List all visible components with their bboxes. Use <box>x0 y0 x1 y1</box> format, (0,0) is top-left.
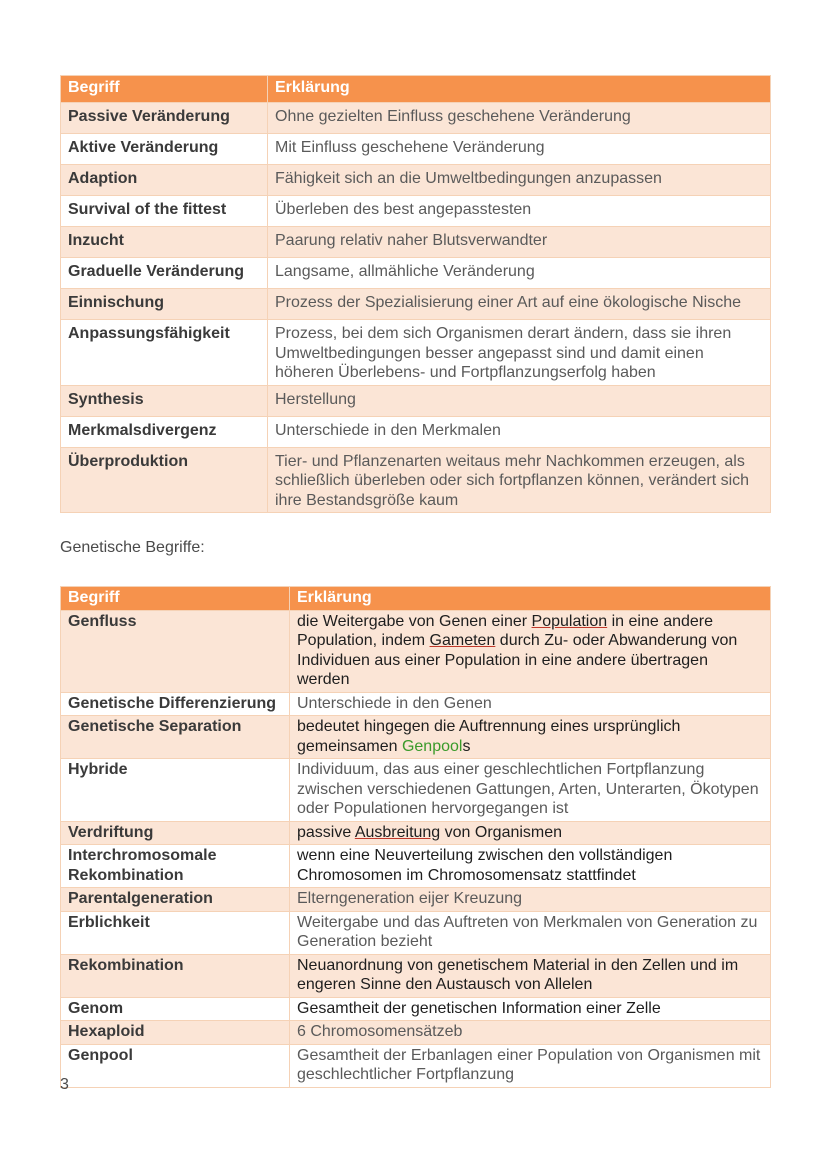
definition-text: s <box>462 737 471 755</box>
term-cell: Merkmalsdivergenz <box>61 416 268 447</box>
table-row <box>61 997 771 1021</box>
definition-cell: Überleben des best angepasstesten <box>268 196 771 227</box>
definition-cell: wenn eine Neuverteilung zwischen den vollständigen Chromosomen im Chromosomensatz stattfindet <box>290 845 771 888</box>
definition-cell: Weitergabe und das Auftreten von Merkmalen von Generation zu Generation bezieht <box>290 911 771 954</box>
term-cell: Verdriftung <box>61 821 290 845</box>
definition-cell: Ohne gezielten Einfluss geschehene Veränderung <box>268 103 771 134</box>
term-cell: Adaption <box>61 165 268 196</box>
term-cell: Genom <box>61 997 290 1021</box>
table-row <box>61 716 771 759</box>
definition-text: bedeutet hingegen die Auftrennung eines ursprünglich gemeinsamen <box>297 718 681 755</box>
definition-cell: Mit Einfluss geschehene Veränderung <box>268 134 771 165</box>
table-row <box>61 845 771 888</box>
table-row <box>61 888 771 912</box>
definition-cell: Paarung relativ naher Blutsverwandter <box>268 227 771 258</box>
definition-cell <box>290 821 771 845</box>
term-cell: Genetische Separation <box>61 716 290 759</box>
table-header-row <box>61 587 771 611</box>
table-row <box>61 1044 771 1087</box>
table-row <box>61 759 771 822</box>
term-cell: Hybride <box>61 759 290 822</box>
section-heading: Genetische Begriffe: <box>60 539 205 556</box>
table-row <box>61 610 771 692</box>
term-cell: Genpool <box>61 1044 290 1087</box>
underlined-term: Population <box>531 612 608 630</box>
term-cell: Erblichkeit <box>61 911 290 954</box>
term-cell: Aktive Veränderung <box>61 134 268 165</box>
table-header-row <box>61 76 771 103</box>
term-cell: Einnischung <box>61 289 268 320</box>
definition-text: die Weitergabe von Genen einer <box>297 612 532 630</box>
table-row <box>61 821 771 845</box>
table-row <box>61 692 771 716</box>
term-cell: Survival of the fittest <box>61 196 268 227</box>
column-header-definition: Erklärung <box>290 587 771 611</box>
definition-cell <box>290 610 771 692</box>
term-cell: Parentalgeneration <box>61 888 290 912</box>
term-cell: Passive Veränderung <box>61 103 268 134</box>
term-cell: Anpassungsfähigkeit <box>61 320 268 386</box>
term-cell: Genetische Differenzierung <box>61 692 290 716</box>
table-row <box>61 103 771 134</box>
term-cell: Synthesis <box>61 385 268 416</box>
term-cell: Inzucht <box>61 227 268 258</box>
definition-text: in eine andere Population, indem <box>297 612 714 649</box>
definition-cell: Unterschiede in den Genen <box>290 692 771 716</box>
table-row <box>61 911 771 954</box>
table-row <box>61 196 771 227</box>
genetics-terms-table <box>60 586 771 1088</box>
terms-table <box>60 75 771 513</box>
table-row <box>61 227 771 258</box>
definition-cell: Unterschiede in den Merkmalen <box>268 416 771 447</box>
table-row <box>61 1021 771 1045</box>
definition-cell <box>290 716 771 759</box>
definition-text: von Organismen <box>440 823 563 841</box>
definition-cell: Herstellung <box>268 385 771 416</box>
table-row <box>61 289 771 320</box>
table-row <box>61 447 771 513</box>
definition-text: passive <box>297 823 355 841</box>
table-row <box>61 134 771 165</box>
definition-cell: Individuum, das aus einer geschlechtlichen Fortpflanzung zwischen verschiedenen Gattungen, Arten, Unterarten, Ökotypen oder Populationen hervorgegangen ist <box>290 759 771 822</box>
table-row <box>61 258 771 289</box>
table-row <box>61 954 771 997</box>
definition-cell: Tier- und Pflanzenarten weitaus mehr Nachkommen erzeugen, als schließlich überleben oder sich fortpflanzen können, verändert sich ihre Bestandsgröße kaum <box>268 447 771 513</box>
definition-cell: 6 Chromosomensätzeb <box>290 1021 771 1045</box>
term-cell: Genfluss <box>61 610 290 692</box>
definition-cell: Prozess, bei dem sich Organismen derart ändern, dass sie ihren Umweltbedingungen besser angepasst sind und damit einen höheren Überlebens- und Fortpflanzungserfolg haben <box>268 320 771 386</box>
column-header-term: Begriff <box>61 76 268 103</box>
definition-cell: Neuanordnung von genetischem Material in den Zellen und im engeren Sinne den Austausch von Allelen <box>290 954 771 997</box>
definition-cell: Gesamtheit der genetischen Information einer Zelle <box>290 997 771 1021</box>
definition-cell: Gesamtheit der Erbanlagen einer Population von Organismen mit geschlechtlicher Fortpflanzung <box>290 1044 771 1087</box>
table-row <box>61 165 771 196</box>
definition-text: durch Zu- oder Abwanderung von Individuen aus einer Population in eine andere übertragen werden <box>297 632 738 688</box>
term-cell: Interchromosomale Rekombination <box>61 845 290 888</box>
definition-cell: Prozess der Spezialisierung einer Art auf eine ökologische Nische <box>268 289 771 320</box>
highlighted-term: Genpool <box>401 737 463 755</box>
term-cell: Rekombination <box>61 954 290 997</box>
column-header-definition: Erklärung <box>268 76 771 103</box>
table-row <box>61 320 771 386</box>
term-cell: Überproduktion <box>61 447 268 513</box>
page-number: 3 <box>60 1076 69 1093</box>
term-cell: Hexaploid <box>61 1021 290 1045</box>
table-row <box>61 416 771 447</box>
definition-cell: Langsame, allmähliche Veränderung <box>268 258 771 289</box>
term-cell: Graduelle Veränderung <box>61 258 268 289</box>
table-row <box>61 385 771 416</box>
definition-cell: Fähigkeit sich an die Umweltbedingungen anzupassen <box>268 165 771 196</box>
underlined-term: Gameten <box>429 632 496 649</box>
column-header-term: Begriff <box>61 587 290 611</box>
underlined-term: Ausbreitung <box>354 823 441 841</box>
definition-cell: Elterngeneration eijer Kreuzung <box>290 888 771 912</box>
